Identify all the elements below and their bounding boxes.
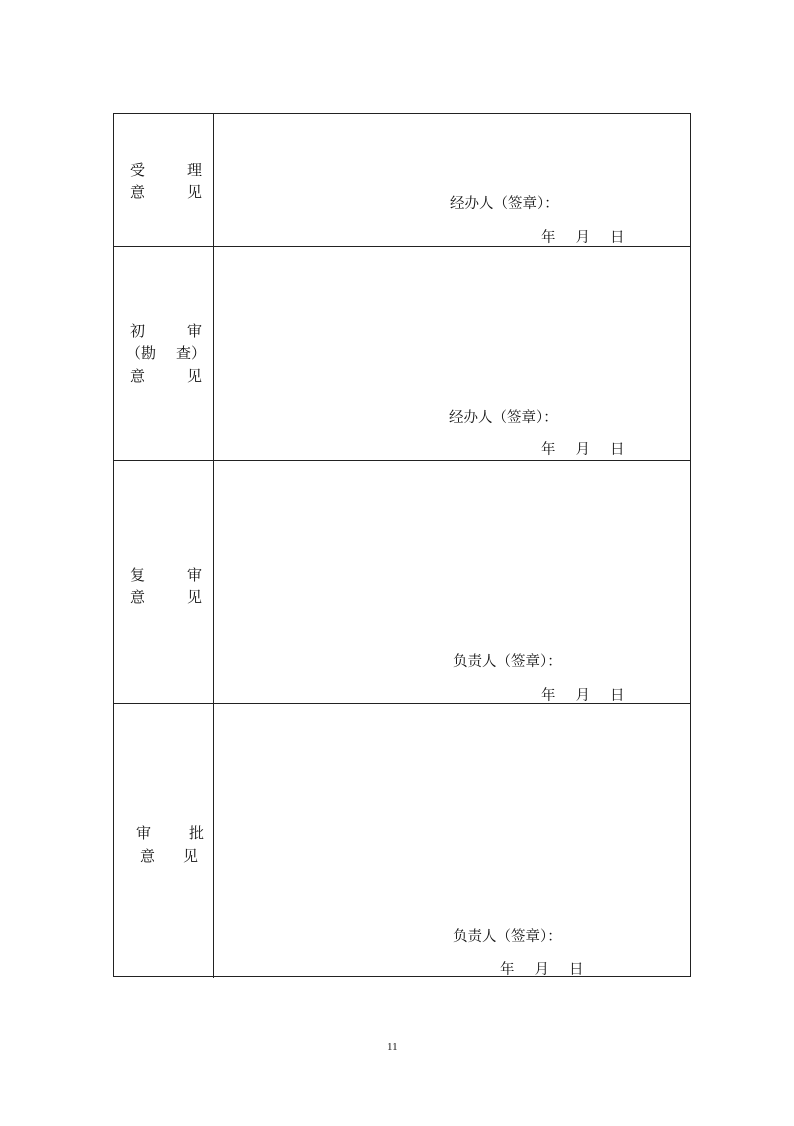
- page-number: 11: [387, 1041, 398, 1053]
- label-char: 审: [186, 566, 202, 584]
- label-char: 见: [186, 183, 202, 201]
- month-label: 月: [575, 230, 590, 246]
- label-char: 意: [130, 367, 146, 385]
- signer-label: 负责人（签章）：: [453, 929, 562, 945]
- label-char: 初: [130, 322, 146, 340]
- date-line: [541, 684, 625, 705]
- label-line: [130, 159, 202, 181]
- label-char: 意: [140, 847, 156, 865]
- row-approval: [114, 704, 690, 978]
- label-line: [136, 822, 204, 844]
- row-preliminary-review: [114, 247, 690, 461]
- row-label-re-review: [114, 461, 214, 703]
- label-char: 复: [130, 566, 146, 584]
- signer-label: 负责人（签章）：: [453, 654, 562, 670]
- row-acceptance: [114, 114, 690, 247]
- opinion-field-approval[interactable]: [214, 704, 690, 978]
- row-label-preliminary-review: [114, 247, 214, 460]
- year-label: 年: [541, 688, 556, 704]
- opinion-field-acceptance[interactable]: [214, 114, 690, 246]
- opinion-field-re-review[interactable]: [214, 461, 690, 703]
- signer-label: 经办人（签章）：: [450, 196, 559, 212]
- month-label: 月: [575, 442, 590, 458]
- day-label: 日: [569, 962, 584, 978]
- label-char: 批: [188, 824, 204, 842]
- label-char: 受: [130, 161, 146, 179]
- year-label: 年: [541, 442, 556, 458]
- signer-label: 经办人（签章）：: [449, 410, 558, 426]
- day-label: 日: [610, 442, 625, 458]
- day-label: 日: [610, 230, 625, 246]
- year-label: 年: [500, 962, 515, 978]
- label-char: 意: [130, 588, 146, 606]
- label-char: 审: [136, 824, 152, 842]
- row-re-review: [114, 461, 690, 704]
- label-char: 意: [130, 183, 146, 201]
- label-char: 理: [186, 161, 202, 179]
- label-line: [130, 320, 202, 342]
- label-char: 审: [186, 322, 202, 340]
- label-char: （勘: [126, 344, 157, 362]
- label-line: [130, 365, 202, 387]
- month-label: 月: [534, 962, 549, 978]
- label-char: 见: [182, 847, 198, 865]
- label-char: 查）: [175, 344, 206, 362]
- label-line: [130, 564, 202, 586]
- month-label: 月: [575, 688, 590, 704]
- row-label-acceptance: [114, 114, 214, 246]
- opinion-field-preliminary-review[interactable]: [214, 247, 690, 460]
- label-char: 见: [186, 588, 202, 606]
- date-line: [541, 438, 625, 459]
- label-line: [126, 342, 206, 364]
- label-line: [130, 586, 202, 608]
- year-label: 年: [541, 230, 556, 246]
- date-line: [500, 958, 584, 979]
- row-label-approval: [114, 704, 214, 978]
- label-line: [140, 845, 198, 867]
- date-line: [541, 226, 625, 247]
- label-char: 见: [186, 367, 202, 385]
- label-line: [130, 181, 202, 203]
- day-label: 日: [610, 688, 625, 704]
- approval-form-table: [113, 113, 691, 977]
